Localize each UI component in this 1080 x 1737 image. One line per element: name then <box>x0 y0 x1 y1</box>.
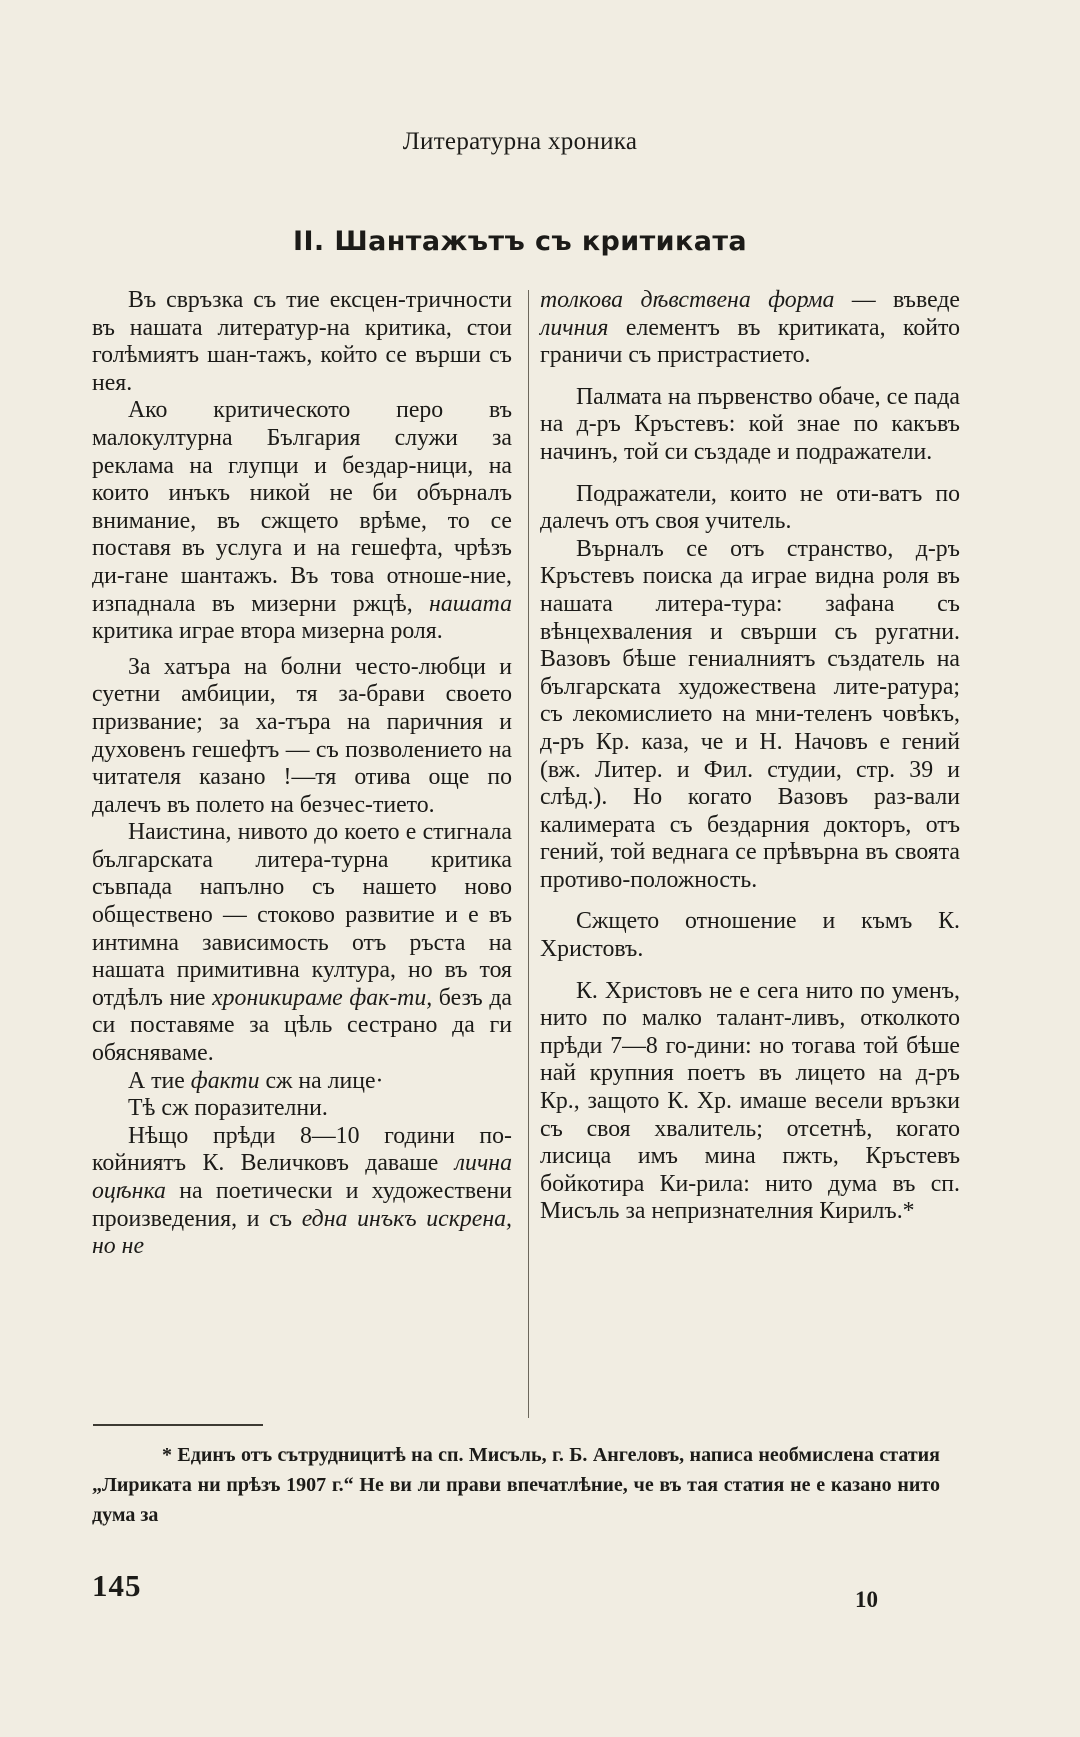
paragraph: А тие факти сж на лице· <box>128 1067 384 1094</box>
paragraph: Нѣщо прѣди 8—10 години по-койниятъ К. Величковъ даваше лична оцѣнка на поетически и художествени произведения, и съ една инъкъ искрена, но не <box>92 1122 513 1260</box>
emphasis: една инъкъ искрена, но не <box>92 1205 512 1260</box>
paragraph: За хатъра на болни често-любци и суетни амбиции, тя за-брави своето призвание; за ха-търа на паричния и духовенъ гешефтъ — съ позволението на читателя казано !—тя отива още по далечъ въ полето на безчес-тието. <box>92 653 512 818</box>
footnote-text: * Единъ отъ сътрудницитѣ на сп. Мисъль, г. Б. Ангеловъ, написа необмислена статия „Лириката ни прѣзъ 1907 г.“ Не ви ли прави впечатлѣние, че въ тая статия не е казано нито дума за <box>92 1444 940 1526</box>
footnote <box>92 1440 940 1530</box>
left-column <box>92 287 512 1261</box>
signature-mark: 10 <box>855 1587 878 1612</box>
paragraph: Въ свръзка съ тие ексцен-тричности въ нашата литератур-на критика, стои голѣмиятъ шан-тажъ, който се върши съ нея. <box>92 287 512 396</box>
emphasis: факти <box>190 1067 260 1094</box>
emphasis: хроникираме фак-ти, <box>212 984 433 1011</box>
paragraph: Ако критическото перо въ малокултурна България служи за реклама на глупци и бездар-ници, на които инъкъ никой не би обърналъ внимание, въ сжщето врѣме, то се поставя въ услуга и на гешефта, чрѣзъ ди-гане шантажъ. Въ това отноше-ние, изпаднала въ мизерни ржцѣ, нашата критика играе втора мизерна роля. <box>92 397 512 645</box>
paragraph: Палмата на първенство обаче, се пада на д-ръ Кръстевъ: кой знае по какъвъ начинъ, той си създаде и подражатели. <box>540 383 960 465</box>
paragraph: Сжщето отношение и къмъ К. Христовъ. <box>540 908 960 963</box>
emphasis: лична оцѣнка <box>92 1150 513 1204</box>
paragraph: К. Христовъ не е сега нито по уменъ, нито по малко талант-ливъ, отколкото прѣди 7—8 го-дини: но тогава той бѣше най крупния поетъ въ лицето на д-ръ Кр., защото К. Хр. имаше весели връзки съ своя хвалитель; отсетнѣ, когато лисица имъ мина пжть, Кръстевъ бойкотира Ки-рила: нито дума въ сп. Мисъль за непризнателния Кирилъ.* <box>540 977 960 1225</box>
right-column <box>540 287 960 1226</box>
footnote-rule <box>93 1424 263 1426</box>
paragraph: толкова дѣвствена форма — въведе личния елементъ въ критиката, който граничи съ пристрастието. <box>540 287 960 369</box>
emphasis: толкова дѣвствена форма <box>540 287 835 313</box>
running-head: Литературна хроника <box>402 128 638 155</box>
paragraph: Подражатели, които не оти-ватъ по далечъ отъ своя учитель. <box>540 480 960 535</box>
paragraph: Върналъ се отъ странство, д-ръ Кръстевъ поиска да играе видна роля въ нашата литера-тура: зафана съ вѣнцехваления и свърши съ ругатни. Вазовъ бѣше гениалниятъ създатель на българската художествена лите-ратура; съ лекомислието на мни-теленъ човѣкъ, д-ръ Кр. каза, че и Н. Начовъ е гений (вж. Литер. и Фил. студии, стр. 39 и слѣд.). Но когато Вазовъ раз-вали калимерата съ бездарния докторъ, отъ гений, той веднага се прѣвърна въ своята противо-положность. <box>540 535 960 893</box>
emphasis: личния <box>540 314 609 341</box>
paragraph: Наистина, нивото до което е стигнала българската литера-турна критика съвпада напълно съ нашето ново обществено — стоково развитие и е въ интимна зависимость отъ ръста на нашата примитивна култура, но въ тоя отдѣлъ ние хроникираме фак-ти, безъ да си поставяме за цѣль сестрано да ги обясняваме. <box>92 819 512 1067</box>
paragraph: Тѣ сж поразителни. <box>128 1095 328 1122</box>
article-title: II. Шантажътъ съ критиката <box>293 226 747 257</box>
page-number: 145 <box>92 1568 142 1603</box>
emphasis: нашата <box>429 590 512 617</box>
column-divider <box>528 290 529 1418</box>
